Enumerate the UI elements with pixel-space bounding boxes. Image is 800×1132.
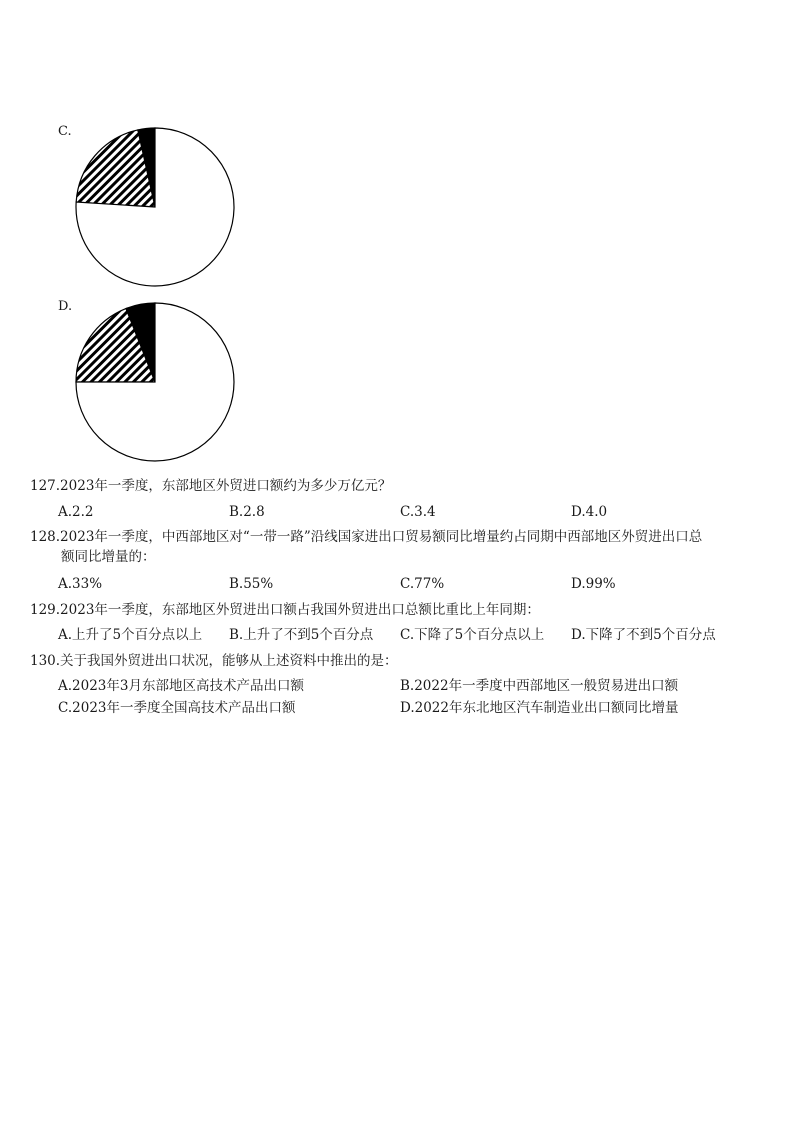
question-129: [30, 600, 540, 620]
question-128-options: [0, 574, 800, 594]
question-128: [30, 527, 702, 567]
q129-option-c[interactable]: C.下降了5个百分点以上: [400, 627, 545, 643]
question-129-options: [0, 625, 800, 645]
q130-option-d[interactable]: D.2022年东北地区汽车制造业出口额同比增量: [400, 700, 679, 716]
q128-option-a[interactable]: A.33%: [58, 576, 103, 592]
q128-option-b[interactable]: B.55%: [229, 576, 274, 592]
question-129-text: 129.2023年一季度，东部地区外贸进出口额占我国外贸进出口总额比重比上年同期：: [30, 602, 540, 618]
option-d-label: D.: [58, 299, 73, 314]
q129-option-d[interactable]: D.下降了不到5个百分点: [571, 627, 716, 643]
q127-option-b[interactable]: B.2.8: [229, 504, 265, 520]
pie-chart-d: [70, 299, 240, 465]
q130-option-b[interactable]: B.2022年一季度中西部地区一般贸易进出口额: [400, 678, 679, 694]
question-127-text: 127.2023年一季度，东部地区外贸进口额约为多少万亿元？: [30, 478, 392, 494]
q127-option-a[interactable]: A.2.2: [58, 504, 94, 520]
question-127-options: [0, 502, 800, 522]
q127-option-c[interactable]: C.3.4: [400, 504, 436, 520]
question-128-text-cont: 额同比增量的：: [61, 549, 156, 565]
pie-chart-c: [70, 124, 240, 290]
q129-option-a[interactable]: A.上升了5个百分点以上: [58, 627, 203, 643]
q130-option-a[interactable]: A.2023年3月东部地区高技术产品出口额: [58, 678, 304, 694]
question-130: [30, 651, 398, 671]
q128-option-d[interactable]: D.99%: [571, 576, 616, 592]
option-c-label: C.: [58, 124, 72, 139]
q128-option-c[interactable]: C.77%: [400, 576, 445, 592]
q127-option-d[interactable]: D.4.0: [571, 504, 608, 520]
q129-option-b[interactable]: B.上升了不到5个百分点: [229, 627, 374, 643]
question-130-options: [0, 676, 800, 720]
question-127: [30, 476, 391, 496]
question-130-text: 130.关于我国外贸进出口状况，能够从上述资料中推出的是：: [30, 653, 398, 669]
q130-option-c[interactable]: C.2023年一季度全国高技术产品出口额: [58, 700, 296, 716]
question-128-text: 128.2023年一季度，中西部地区对“一带一路”沿线国家进出口贸易额同比增量约占同期中西部地区外贸进出口总: [30, 529, 703, 545]
